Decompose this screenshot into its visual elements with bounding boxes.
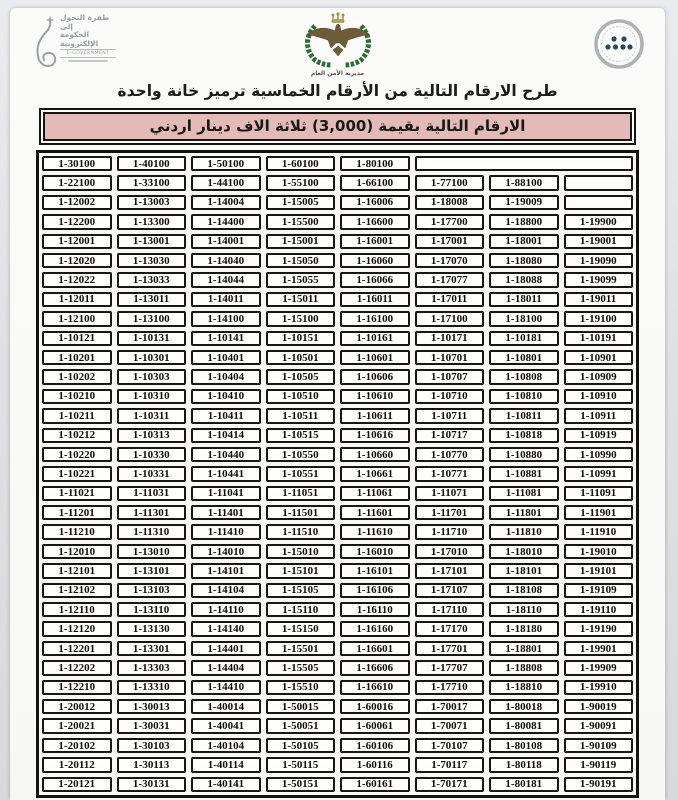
number-cell: 1-10811 — [489, 408, 559, 423]
number-cell: 1-90091 — [564, 718, 634, 733]
number-cell: 1-14011 — [191, 292, 261, 307]
number-cell: 1-10510 — [266, 389, 336, 404]
number-cell: 1-19109 — [564, 583, 634, 598]
number-cell: 1-30103 — [117, 738, 187, 753]
number-cell: 1-10601 — [340, 350, 410, 365]
number-cell: 1-10808 — [489, 369, 559, 384]
number-cell: 1-13310 — [117, 680, 187, 695]
egov-logo-line1: طفرة التحول إلى — [60, 13, 110, 31]
number-cell: 1-14140 — [191, 621, 261, 636]
number-cell: 1-11091 — [564, 486, 634, 501]
number-cell: 1-10770 — [415, 447, 485, 462]
number-cell: 1-50100 — [191, 156, 261, 171]
public-security-emblem — [299, 12, 377, 77]
number-cell: 1-10301 — [117, 350, 187, 365]
number-cell: 1-15505 — [266, 660, 336, 675]
number-cell: 1-16601 — [340, 641, 410, 656]
number-cell: 1-10121 — [42, 331, 112, 346]
number-cell: 1-12002 — [42, 195, 112, 210]
number-cell: 1-13001 — [117, 234, 187, 249]
number-cell: 1-90191 — [564, 777, 634, 792]
number-cell: 1-11510 — [266, 524, 336, 539]
number-cell: 1-10909 — [564, 369, 634, 384]
number-cell: 1-10303 — [117, 369, 187, 384]
number-cell: 1-70017 — [415, 699, 485, 714]
number-cell: 1-17011 — [415, 292, 485, 307]
number-cell: 1-10220 — [42, 447, 112, 462]
number-cell: 1-15100 — [266, 311, 336, 326]
number-cell: 1-16010 — [340, 544, 410, 559]
number-cell: 1-16066 — [340, 272, 410, 287]
number-cell: 1-18088 — [489, 272, 559, 287]
number-cell: 1-13130 — [117, 621, 187, 636]
number-cell: 1-10171 — [415, 331, 485, 346]
number-cell: 1-17107 — [415, 583, 485, 598]
number-cell: 1-15510 — [266, 680, 336, 695]
number-cell: 1-17010 — [415, 544, 485, 559]
number-cell: 1-10991 — [564, 466, 634, 481]
number-table — [42, 156, 633, 792]
number-cell: 1-30031 — [117, 718, 187, 733]
number-cell: 1-20021 — [42, 718, 112, 733]
number-cell: 1-10401 — [191, 350, 261, 365]
number-cell: 1-11710 — [415, 524, 485, 539]
number-cell: 1-15501 — [266, 641, 336, 656]
number-cell: 1-12101 — [42, 563, 112, 578]
number-cell: 1-12001 — [42, 234, 112, 249]
number-cell: 1-17700 — [415, 214, 485, 229]
number-cell: 1-10201 — [42, 350, 112, 365]
number-cell: 1-10717 — [415, 428, 485, 443]
number-cell: 1-12210 — [42, 680, 112, 695]
number-cell: 1-10131 — [117, 331, 187, 346]
number-cell: 1-13110 — [117, 602, 187, 617]
number-cell: 1-80018 — [489, 699, 559, 714]
number-cell: 1-11301 — [117, 505, 187, 520]
number-cell: 1-11031 — [117, 486, 187, 501]
number-cell: 1-33100 — [117, 175, 187, 190]
number-cell: 1-16100 — [340, 311, 410, 326]
number-cell: 1-50105 — [266, 738, 336, 753]
number-cell: 1-30131 — [117, 777, 187, 792]
number-cell: 1-13303 — [117, 660, 187, 675]
number-cell: 1-11401 — [191, 505, 261, 520]
number-cell: 1-40141 — [191, 777, 261, 792]
number-cell: 1-15010 — [266, 544, 336, 559]
number-cell: 1-10990 — [564, 447, 634, 462]
number-cell: 1-16011 — [340, 292, 410, 307]
number-cell: 1-12110 — [42, 602, 112, 617]
egov-transformation-award-logo — [26, 14, 122, 62]
number-table-frame — [36, 150, 639, 798]
number-cell: 1-20121 — [42, 777, 112, 792]
number-cell: 1-60116 — [340, 757, 410, 772]
number-cell: 1-18080 — [489, 253, 559, 268]
number-cell: 1-90019 — [564, 699, 634, 714]
number-cell: 1-10440 — [191, 447, 261, 462]
number-cell: 1-60106 — [340, 738, 410, 753]
number-cell: 1-18001 — [489, 234, 559, 249]
number-cell: 1-40114 — [191, 757, 261, 772]
number-cell: 1-11201 — [42, 505, 112, 520]
number-cell: 1-15500 — [266, 214, 336, 229]
number-cell — [415, 156, 634, 171]
number-cell: 1-10771 — [415, 466, 485, 481]
egov-logo-line3: E-GOVERNMENT — [60, 49, 116, 58]
number-cell: 1-15005 — [266, 195, 336, 210]
emblem-caption: مديرية الأمن العام — [310, 70, 365, 77]
number-cell: 1-10606 — [340, 369, 410, 384]
number-cell: 1-55100 — [266, 175, 336, 190]
number-cell: 1-10161 — [340, 331, 410, 346]
number-cell: 1-40014 — [191, 699, 261, 714]
number-cell: 1-20012 — [42, 699, 112, 714]
number-cell: 1-10881 — [489, 466, 559, 481]
number-cell: 1-12100 — [42, 311, 112, 326]
number-cell: 1-10801 — [489, 350, 559, 365]
number-cell: 1-20112 — [42, 757, 112, 772]
number-cell: 1-14104 — [191, 583, 261, 598]
number-cell: 1-10911 — [564, 408, 634, 423]
number-cell: 1-14401 — [191, 641, 261, 656]
number-cell: 1-12202 — [42, 660, 112, 675]
value-banner-text: الارقام التالية بقيمة (3,000) ثلاثة الاف دينار اردني — [43, 112, 632, 141]
number-cell: 1-13100 — [117, 311, 187, 326]
number-cell: 1-11071 — [415, 486, 485, 501]
number-cell: 1-19090 — [564, 253, 634, 268]
number-cell: 1-40104 — [191, 738, 261, 753]
number-cell: 1-13010 — [117, 544, 187, 559]
number-cell: 1-10414 — [191, 428, 261, 443]
number-cell: 1-16006 — [340, 195, 410, 210]
number-cell: 1-17170 — [415, 621, 485, 636]
number-cell: 1-16160 — [340, 621, 410, 636]
number-cell: 1-16600 — [340, 214, 410, 229]
number-cell: 1-11801 — [489, 505, 559, 520]
number-cell: 1-12020 — [42, 253, 112, 268]
number-cell: 1-11910 — [564, 524, 634, 539]
number-cell: 1-14010 — [191, 544, 261, 559]
number-cell: 1-10610 — [340, 389, 410, 404]
number-cell: 1-19910 — [564, 680, 634, 695]
number-cell: 1-19900 — [564, 214, 634, 229]
number-cell: 1-80100 — [340, 156, 410, 171]
number-cell: 1-19901 — [564, 641, 634, 656]
number-cell: 1-14040 — [191, 253, 261, 268]
number-cell: 1-10212 — [42, 428, 112, 443]
number-cell — [564, 195, 634, 210]
number-cell: 1-15105 — [266, 583, 336, 598]
number-cell: 1-10410 — [191, 389, 261, 404]
number-cell: 1-11810 — [489, 524, 559, 539]
number-cell: 1-13030 — [117, 253, 187, 268]
number-cell: 1-10711 — [415, 408, 485, 423]
public-security-emblem-icon — [299, 12, 377, 68]
number-cell: 1-14101 — [191, 563, 261, 578]
number-cell: 1-11041 — [191, 486, 261, 501]
number-cell: 1-11410 — [191, 524, 261, 539]
number-cell: 1-70071 — [415, 718, 485, 733]
number-cell: 1-10660 — [340, 447, 410, 462]
number-cell: 1-40041 — [191, 718, 261, 733]
number-cell: 1-14100 — [191, 311, 261, 326]
number-cell: 1-19010 — [564, 544, 634, 559]
number-cell: 1-50151 — [266, 777, 336, 792]
number-cell: 1-60061 — [340, 718, 410, 733]
number-cell: 1-17707 — [415, 660, 485, 675]
number-cell: 1-10210 — [42, 389, 112, 404]
number-cell: 1-18101 — [489, 563, 559, 578]
number-cell: 1-15055 — [266, 272, 336, 287]
egov-logo-line2: الحكومة الإلكترونية — [60, 30, 99, 48]
number-cell: 1-50051 — [266, 718, 336, 733]
number-cell: 1-18180 — [489, 621, 559, 636]
number-cell: 1-44100 — [191, 175, 261, 190]
number-cell: 1-18800 — [489, 214, 559, 229]
number-cell: 1-19101 — [564, 563, 634, 578]
number-cell: 1-17077 — [415, 272, 485, 287]
number-cell: 1-12011 — [42, 292, 112, 307]
number-cell: 1-77100 — [415, 175, 485, 190]
document-page — [10, 8, 665, 800]
number-cell: 1-70107 — [415, 738, 485, 753]
number-cell: 1-14410 — [191, 680, 261, 695]
number-cell: 1-10211 — [42, 408, 112, 423]
circular-seal-logo — [593, 18, 645, 74]
number-cell: 1-18108 — [489, 583, 559, 598]
number-cell: 1-70117 — [415, 757, 485, 772]
number-cell: 1-11051 — [266, 486, 336, 501]
number-cell: 1-70171 — [415, 777, 485, 792]
number-cell: 1-16110 — [340, 602, 410, 617]
number-cell: 1-14001 — [191, 234, 261, 249]
number-cell: 1-14004 — [191, 195, 261, 210]
number-cell: 1-10880 — [489, 447, 559, 462]
number-cell: 1-12201 — [42, 641, 112, 656]
number-cell: 1-13300 — [117, 214, 187, 229]
document-title: طرح الارقام التالية من الأرقام الخماسية ترميز خانة واحدة — [117, 82, 558, 100]
number-cell: 1-10313 — [117, 428, 187, 443]
number-cell: 1-10202 — [42, 369, 112, 384]
number-cell: 1-13101 — [117, 563, 187, 578]
number-cell: 1-15011 — [266, 292, 336, 307]
number-cell: 1-18110 — [489, 602, 559, 617]
number-cell: 1-60161 — [340, 777, 410, 792]
number-cell: 1-11021 — [42, 486, 112, 501]
number-cell: 1-10919 — [564, 428, 634, 443]
number-cell: 1-10331 — [117, 466, 187, 481]
number-cell: 1-50015 — [266, 699, 336, 714]
number-cell: 1-11701 — [415, 505, 485, 520]
number-cell: 1-30013 — [117, 699, 187, 714]
number-cell: 1-13003 — [117, 195, 187, 210]
number-cell: 1-60100 — [266, 156, 336, 171]
number-cell: 1-90109 — [564, 738, 634, 753]
number-cell: 1-18011 — [489, 292, 559, 307]
number-cell: 1-19009 — [489, 195, 559, 210]
number-cell: 1-11610 — [340, 524, 410, 539]
number-cell: 1-20102 — [42, 738, 112, 753]
number-cell: 1-80181 — [489, 777, 559, 792]
number-cell: 1-10551 — [266, 466, 336, 481]
number-cell: 1-17101 — [415, 563, 485, 578]
value-banner — [39, 108, 636, 145]
number-cell: 1-11081 — [489, 486, 559, 501]
number-cell: 1-12010 — [42, 544, 112, 559]
number-cell: 1-14110 — [191, 602, 261, 617]
number-cell: 1-10511 — [266, 408, 336, 423]
number-cell: 1-17110 — [415, 602, 485, 617]
number-cell: 1-10550 — [266, 447, 336, 462]
number-cell: 1-16606 — [340, 660, 410, 675]
number-cell: 1-18808 — [489, 660, 559, 675]
egov-bird-icon — [26, 16, 60, 78]
number-cell: 1-50115 — [266, 757, 336, 772]
number-cell: 1-13011 — [117, 292, 187, 307]
number-cell: 1-10810 — [489, 389, 559, 404]
number-cell: 1-10707 — [415, 369, 485, 384]
number-cell: 1-10411 — [191, 408, 261, 423]
number-cell: 1-15050 — [266, 253, 336, 268]
number-cell: 1-19011 — [564, 292, 634, 307]
number-cell: 1-10661 — [340, 466, 410, 481]
number-cell: 1-11901 — [564, 505, 634, 520]
number-cell: 1-16060 — [340, 253, 410, 268]
number-cell: 1-80118 — [489, 757, 559, 772]
number-cell: 1-13103 — [117, 583, 187, 598]
number-cell: 1-11210 — [42, 524, 112, 539]
number-cell: 1-10221 — [42, 466, 112, 481]
number-cell: 1-10151 — [266, 331, 336, 346]
number-cell: 1-18010 — [489, 544, 559, 559]
number-cell: 1-60016 — [340, 699, 410, 714]
number-cell: 1-11501 — [266, 505, 336, 520]
number-cell: 1-15001 — [266, 234, 336, 249]
number-cell: 1-19001 — [564, 234, 634, 249]
number-cell: 1-90119 — [564, 757, 634, 772]
number-cell: 1-88100 — [489, 175, 559, 190]
number-cell: 1-15150 — [266, 621, 336, 636]
number-cell — [564, 175, 634, 190]
number-cell: 1-18100 — [489, 311, 559, 326]
number-cell: 1-14400 — [191, 214, 261, 229]
number-cell: 1-15101 — [266, 563, 336, 578]
number-cell: 1-19909 — [564, 660, 634, 675]
number-cell: 1-22100 — [42, 175, 112, 190]
number-cell: 1-14404 — [191, 660, 261, 675]
number-cell: 1-11601 — [340, 505, 410, 520]
circular-seal-icon — [593, 18, 645, 70]
number-cell: 1-10404 — [191, 369, 261, 384]
document-header — [10, 8, 665, 80]
number-cell: 1-16001 — [340, 234, 410, 249]
number-cell: 1-19099 — [564, 272, 634, 287]
number-cell: 1-11310 — [117, 524, 187, 539]
number-cell: 1-10910 — [564, 389, 634, 404]
number-cell: 1-12200 — [42, 214, 112, 229]
number-cell: 1-10441 — [191, 466, 261, 481]
number-cell: 1-10818 — [489, 428, 559, 443]
number-cell: 1-10701 — [415, 350, 485, 365]
number-cell: 1-10501 — [266, 350, 336, 365]
number-cell: 1-10515 — [266, 428, 336, 443]
number-cell: 1-17001 — [415, 234, 485, 249]
number-cell: 1-17701 — [415, 641, 485, 656]
number-cell: 1-15110 — [266, 602, 336, 617]
number-cell: 1-17070 — [415, 253, 485, 268]
egov-logo-smallprint — [68, 60, 108, 62]
number-cell: 1-14044 — [191, 272, 261, 287]
number-cell: 1-18810 — [489, 680, 559, 695]
number-cell: 1-11061 — [340, 486, 410, 501]
number-cell: 1-12120 — [42, 621, 112, 636]
number-cell: 1-10901 — [564, 350, 634, 365]
number-cell: 1-13033 — [117, 272, 187, 287]
number-cell: 1-80108 — [489, 738, 559, 753]
number-cell: 1-40100 — [117, 156, 187, 171]
number-cell: 1-10330 — [117, 447, 187, 462]
number-cell: 1-30100 — [42, 156, 112, 171]
number-cell: 1-13301 — [117, 641, 187, 656]
number-cell: 1-17100 — [415, 311, 485, 326]
number-cell: 1-10710 — [415, 389, 485, 404]
number-cell: 1-10141 — [191, 331, 261, 346]
number-cell: 1-16610 — [340, 680, 410, 695]
number-cell: 1-10611 — [340, 408, 410, 423]
number-cell: 1-16106 — [340, 583, 410, 598]
number-cell: 1-10311 — [117, 408, 187, 423]
number-cell: 1-12022 — [42, 272, 112, 287]
number-cell: 1-19190 — [564, 621, 634, 636]
number-cell: 1-18008 — [415, 195, 485, 210]
number-cell: 1-16101 — [340, 563, 410, 578]
number-cell: 1-19100 — [564, 311, 634, 326]
number-cell: 1-10616 — [340, 428, 410, 443]
number-cell: 1-18801 — [489, 641, 559, 656]
number-cell: 1-10191 — [564, 331, 634, 346]
number-cell: 1-10310 — [117, 389, 187, 404]
number-cell: 1-30113 — [117, 757, 187, 772]
number-cell: 1-19110 — [564, 602, 634, 617]
number-cell: 1-66100 — [340, 175, 410, 190]
number-cell: 1-10181 — [489, 331, 559, 346]
number-cell: 1-80081 — [489, 718, 559, 733]
number-cell: 1-10505 — [266, 369, 336, 384]
number-cell: 1-12102 — [42, 583, 112, 598]
number-cell: 1-17710 — [415, 680, 485, 695]
